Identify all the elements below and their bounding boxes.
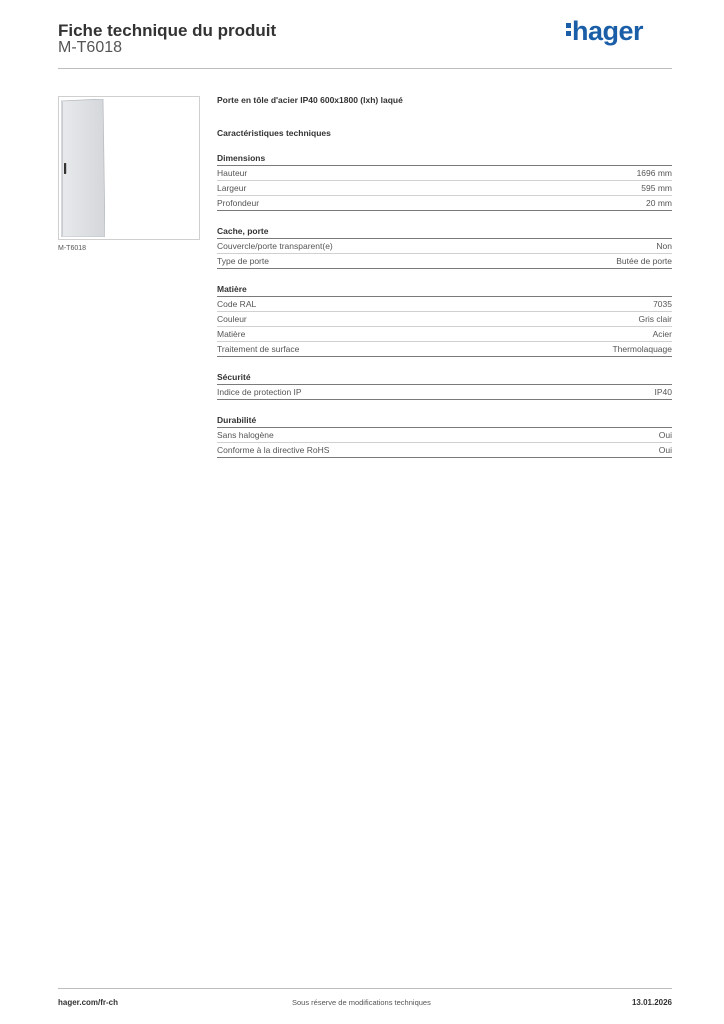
spec-value: Oui: [658, 430, 672, 440]
spec-section: [217, 372, 672, 400]
logo-dots-icon: [566, 20, 571, 39]
spec-row: [217, 385, 672, 400]
spec-label: Sans halogène: [217, 430, 274, 440]
cabinet-door-icon: [61, 99, 105, 237]
spec-row: [217, 254, 672, 269]
spec-label: Conforme à la directive RoHS: [217, 445, 330, 455]
spec-value: 595 mm: [641, 183, 672, 193]
spec-label: Largeur: [217, 183, 247, 193]
spec-value: Butée de porte: [616, 256, 672, 266]
spec-value: 1696 mm: [636, 168, 672, 178]
spec-label: Matière: [217, 329, 246, 339]
spec-value: 20 mm: [646, 198, 672, 208]
spec-label: Profondeur: [217, 198, 260, 208]
spec-label: Type de porte: [217, 256, 269, 266]
section-title: Durabilité: [217, 415, 672, 428]
spec-section: [217, 415, 672, 458]
spec-sections: [217, 153, 672, 458]
footer-website: hager.com/fr-ch: [58, 998, 119, 1007]
spec-row: [217, 312, 672, 327]
section-title: Dimensions: [217, 153, 672, 166]
spec-row: [217, 327, 672, 342]
spec-row: [217, 443, 672, 458]
section-title: Cache, porte: [217, 226, 672, 239]
spec-row: [217, 239, 672, 254]
product-title: Porte en tôle d'acier IP40 600x1800 (lxh) laqué: [217, 95, 403, 105]
logo-text: hager: [572, 16, 644, 46]
spec-value: Thermolaquage: [612, 344, 672, 354]
spec-row: [217, 166, 672, 181]
spec-row: [217, 342, 672, 357]
spec-value: Oui: [658, 445, 672, 455]
spec-value: IP40: [654, 387, 672, 397]
spec-value: Non: [656, 241, 672, 251]
spec-label: Couleur: [217, 314, 247, 324]
spec-row: [217, 428, 672, 443]
spec-row: [217, 196, 672, 211]
spec-value: Gris clair: [638, 314, 672, 324]
spec-label: Code RAL: [217, 299, 257, 309]
spec-value: 7035: [653, 299, 672, 309]
product-details: [217, 95, 672, 458]
footer-date: 13.01.2026: [631, 998, 672, 1007]
spec-section: [217, 226, 672, 269]
header-divider: [58, 68, 672, 69]
footer-divider: [58, 988, 672, 989]
spec-section: [217, 284, 672, 357]
brand-logo: [566, 16, 643, 47]
spec-label: Hauteur: [217, 168, 248, 178]
spec-label: Indice de protection IP: [217, 387, 302, 397]
footer-disclaimer: Sous réserve de modifications techniques: [292, 998, 431, 1007]
spec-section: [217, 153, 672, 211]
page-title: Fiche technique du produit: [58, 21, 277, 40]
spec-row: [217, 181, 672, 196]
spec-label: Traitement de surface: [217, 344, 300, 354]
section-title: Sécurité: [217, 372, 672, 385]
product-image: [58, 96, 200, 240]
spec-label: Couvercle/porte transparent(e): [217, 241, 333, 251]
specs-heading: Caractéristiques techniques: [217, 128, 331, 138]
spec-value: Acier: [652, 329, 672, 339]
section-title: Matière: [217, 284, 672, 297]
image-caption: M-T6018: [58, 245, 87, 252]
spec-row: [217, 297, 672, 312]
product-reference: M-T6018: [58, 39, 123, 56]
